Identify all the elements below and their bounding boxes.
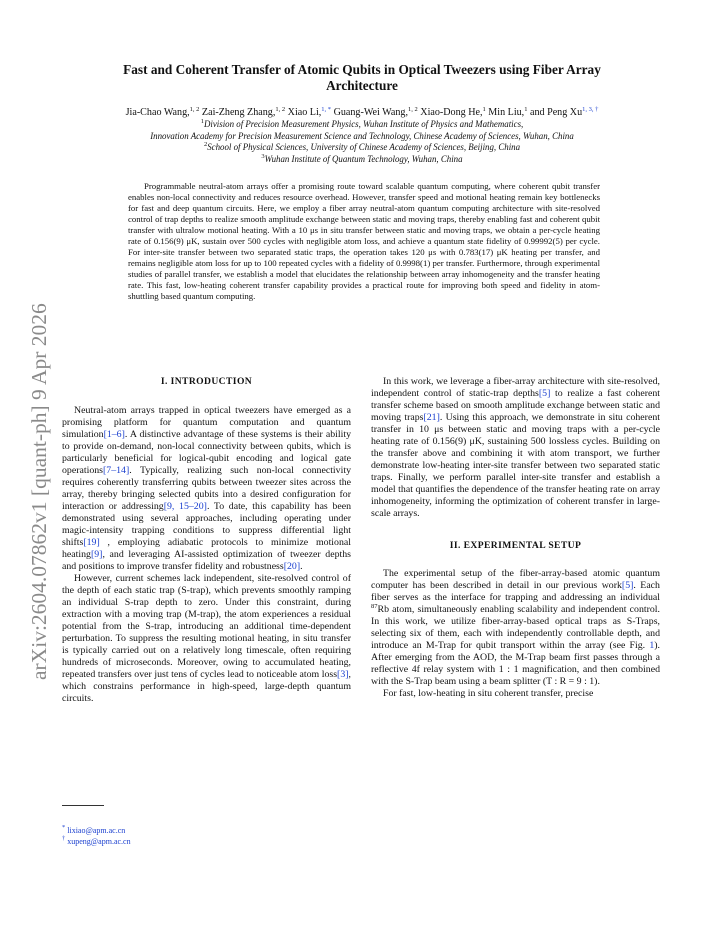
affiliation-line: $^1$Division of Precision Measurement Physics, Wuhan Institute of Physics and Mathematics,	[200, 118, 524, 129]
section-heading-experimental-setup: II. EXPERIMENTAL SETUP	[449, 540, 582, 551]
abstract: Programmable neutral-atom arrays offer a promising route toward scalable quantum computing, where coherent qubit transfer enables non-local connectivity and reduces resource overhead. However, transfer speed and motional heating remain key bottlenecks for fast and deep quantum circuits. Here, we employ a fiber array neutral-atom quantum computing architecture with site-resolved control of trap depths to realize smooth amplitude exchange between static and moving traps, thereby enabling fast and coherent qubit transfer with ultralow motional heating. With a 10 μs in situ transfer between static and moving traps, we obtain a per-cycle heating rate of 0.156(9) μK, sustain over 500 cycles with negligible atom loss, and achieve a quantum state fidelity of 0.99992(5) per cycle. For inter-site transfer between two separated static traps, the operation takes 120 μs with 0.783(17) μK heating per transfer, and remains negligible atom loss for up to 100 repeated cycles with a fidelity of 0.9998(1) per transfer. Furthermore, through experimental studies of parallel transfer, we establish a model that elucidates the relationship between array inhomogeneity and the transfer heating rate. This fast, low-heating coherent transfer capability provides a practical route for improving both speed and fidelity in atom-shuttling based quantum computing.	[128, 181, 600, 301]
author-affil-marker: 1	[482, 106, 486, 113]
arxiv-stamp-text: arXiv:2604.07862v1 [quant-ph] 9 Apr 2026	[27, 303, 51, 680]
intro-paragraph-2: However, current schemes lack independent, site-resolved control of the depth of each static trap (S-trap), which prevents smoothly ramping an individual S-trap depth to zero. Under this constraint, during extraction with a moving trap (M-trap), the atom experiences a residual potential from the S-trap, introducing an additional time-dependent perturbation. To suppress the resulting motional heating, in situ transfer is typically carried out on a relatively long timescale, often requiring hundreds of microseconds. Moreover, owing to accumulated heating, repeated transfers over just tens of cycles lead to noticeable atom loss[3], which constrains performance in high-speed, large-depth quantum circuits.	[62, 573, 351, 704]
citation-link[interactable]: [9]	[90, 549, 103, 560]
citation-link[interactable]: [5]	[538, 388, 551, 399]
isotope-superscript: 87	[371, 603, 378, 610]
section-heading-introduction: I. INTRODUCTION	[160, 376, 253, 387]
right-column	[371, 376, 660, 700]
title-line-2: Architecture	[326, 78, 398, 93]
citation-link[interactable]: [1–6]	[103, 429, 125, 440]
author-affil-marker: 1, 2	[189, 106, 200, 113]
citation-link[interactable]: [21]	[423, 412, 440, 423]
left-column	[62, 376, 351, 705]
citation-link[interactable]: [7–14]	[103, 465, 130, 476]
footnotes	[62, 825, 131, 847]
setup-paragraph-1: The experimental setup of the fiber-array-based atomic quantum computer has been described in detail in our previous work[5]. Each fiber serves as the interface for trapping and addressing an individual $^{87}$Rb atom, simultaneously enabling scalability and independent control. In this work, we utilize fiber-array-based optical traps as S-Traps, selecting six of them, each with independently controllable depth, and introduce an M-Trap for qubit transport within the array (see Fig. 1). After emerging from the AOD, the M-Trap beam first passes through a reflective 4f relay system with 1 : 1 magnification, and then combined with the S-Trap beam using a beam splitter (T : R = 9 : 1).	[371, 568, 660, 687]
citation-link[interactable]: [19]	[83, 537, 100, 548]
email-link[interactable]: lixiao@apm.ac.cn	[67, 826, 126, 835]
footnote-item: * lixiao@apm.ac.cn	[62, 824, 126, 835]
author-name: Jia-Chao Wang,	[125, 107, 190, 118]
citation-link[interactable]: [3]	[337, 669, 349, 680]
footnote-item: † xupeng@apm.ac.cn	[62, 835, 131, 846]
intro-paragraph-3: In this work, we leverage a fiber-array architecture with site-resolved, independent control of static-trap depths[5] to realize a fast coherent transfer scheme based on smooth amplitude exchange between static and moving traps[21]. Using this approach, we demonstrate in situ coherent transfer in 10 μs between static and moving traps with a per-cycle heating rate of 0.156(9) μK, sustaining 500 lossless cycles. Building on the transfer above and combining it with atom transport, we further demonstrate low-heating inter-site transfer between two separated static traps. Finally, we perform parallel inter-site transfer and establish a model that quantifies the dependence of the transfer heating rate on array inhomogeneity, informing the optimization of coherent transfer in large-scale arrays.	[371, 376, 661, 519]
email-link[interactable]: xupeng@apm.ac.cn	[67, 837, 131, 846]
author-affil-marker[interactable]: 1, 3, †	[582, 106, 599, 113]
paper-title	[62, 62, 662, 94]
author-name: Xiao-Dong He,	[417, 107, 483, 118]
setup-paragraph-2: For fast, low-heating in situ coherent transfer, precise	[383, 688, 594, 699]
author-name: Xiao Li,	[285, 107, 322, 118]
figure-link[interactable]: 1	[649, 640, 655, 651]
author-name: Guang-Wei Wang,	[331, 107, 409, 118]
affiliation-line: $^3$Wuhan Institute of Quantum Technology, Wuhan, China	[261, 152, 463, 164]
citation-link[interactable]: [20]	[283, 561, 301, 572]
intro-paragraph-1: Neutral-atom arrays trapped in optical tweezers have emerged as a promising platform for quantum computation and quantum simulation[1–6]. A distinctive advantage of these systems is their ability to provide on-demand, non-local connectivity between qubits, which is particularly beneficial for logical-qubit encoding and logical gate operations[7–14]. Typically, realizing such non-local connectivity requires coherently transferring qubits between tweezer sites across the array, thereby bringing selected qubits into a desired configuration for interaction or addressing[9, 15–20]. To date, this capability has been demonstrated using several approaches, including operating under magic-intensity trapping conditions to suppress differential light shifts[19] , employing adiabatic protocols to minimize motional heating[9], and leveraging AI-assisted optimization of tweezer depths and positions to improve transfer fidelity and robustness[20].	[62, 405, 352, 572]
author-name: Zai-Zheng Zhang,	[199, 107, 276, 118]
citation-link[interactable]: [5]	[621, 580, 634, 591]
footnote-divider	[62, 805, 104, 806]
arxiv-stamp	[8, 250, 62, 680]
author-affil-marker: 1, 2	[408, 106, 418, 113]
author-list	[62, 106, 662, 119]
author-affil-marker[interactable]: 1, *	[321, 106, 332, 113]
author-block	[62, 106, 662, 165]
author-name: and Peng Xu	[527, 107, 583, 118]
affiliation-line: Innovation Academy for Precision Measurement Science and Technology, Chinese Academy of Sciences, Wuhan, China	[150, 130, 574, 141]
author-affil-marker: 1	[524, 106, 528, 113]
citation-link[interactable]: [9, 15–20]	[163, 501, 207, 512]
author-affil-marker: 1, 2	[275, 106, 286, 113]
affiliation-line: $^2$School of Physical Sciences, University of Chinese Academy of Sciences, Beijing, China	[203, 141, 521, 152]
title-line-1: Fast and Coherent Transfer of Atomic Qubits in Optical Tweezers using Fiber Array	[123, 62, 601, 77]
author-name: Min Liu,	[485, 107, 525, 118]
